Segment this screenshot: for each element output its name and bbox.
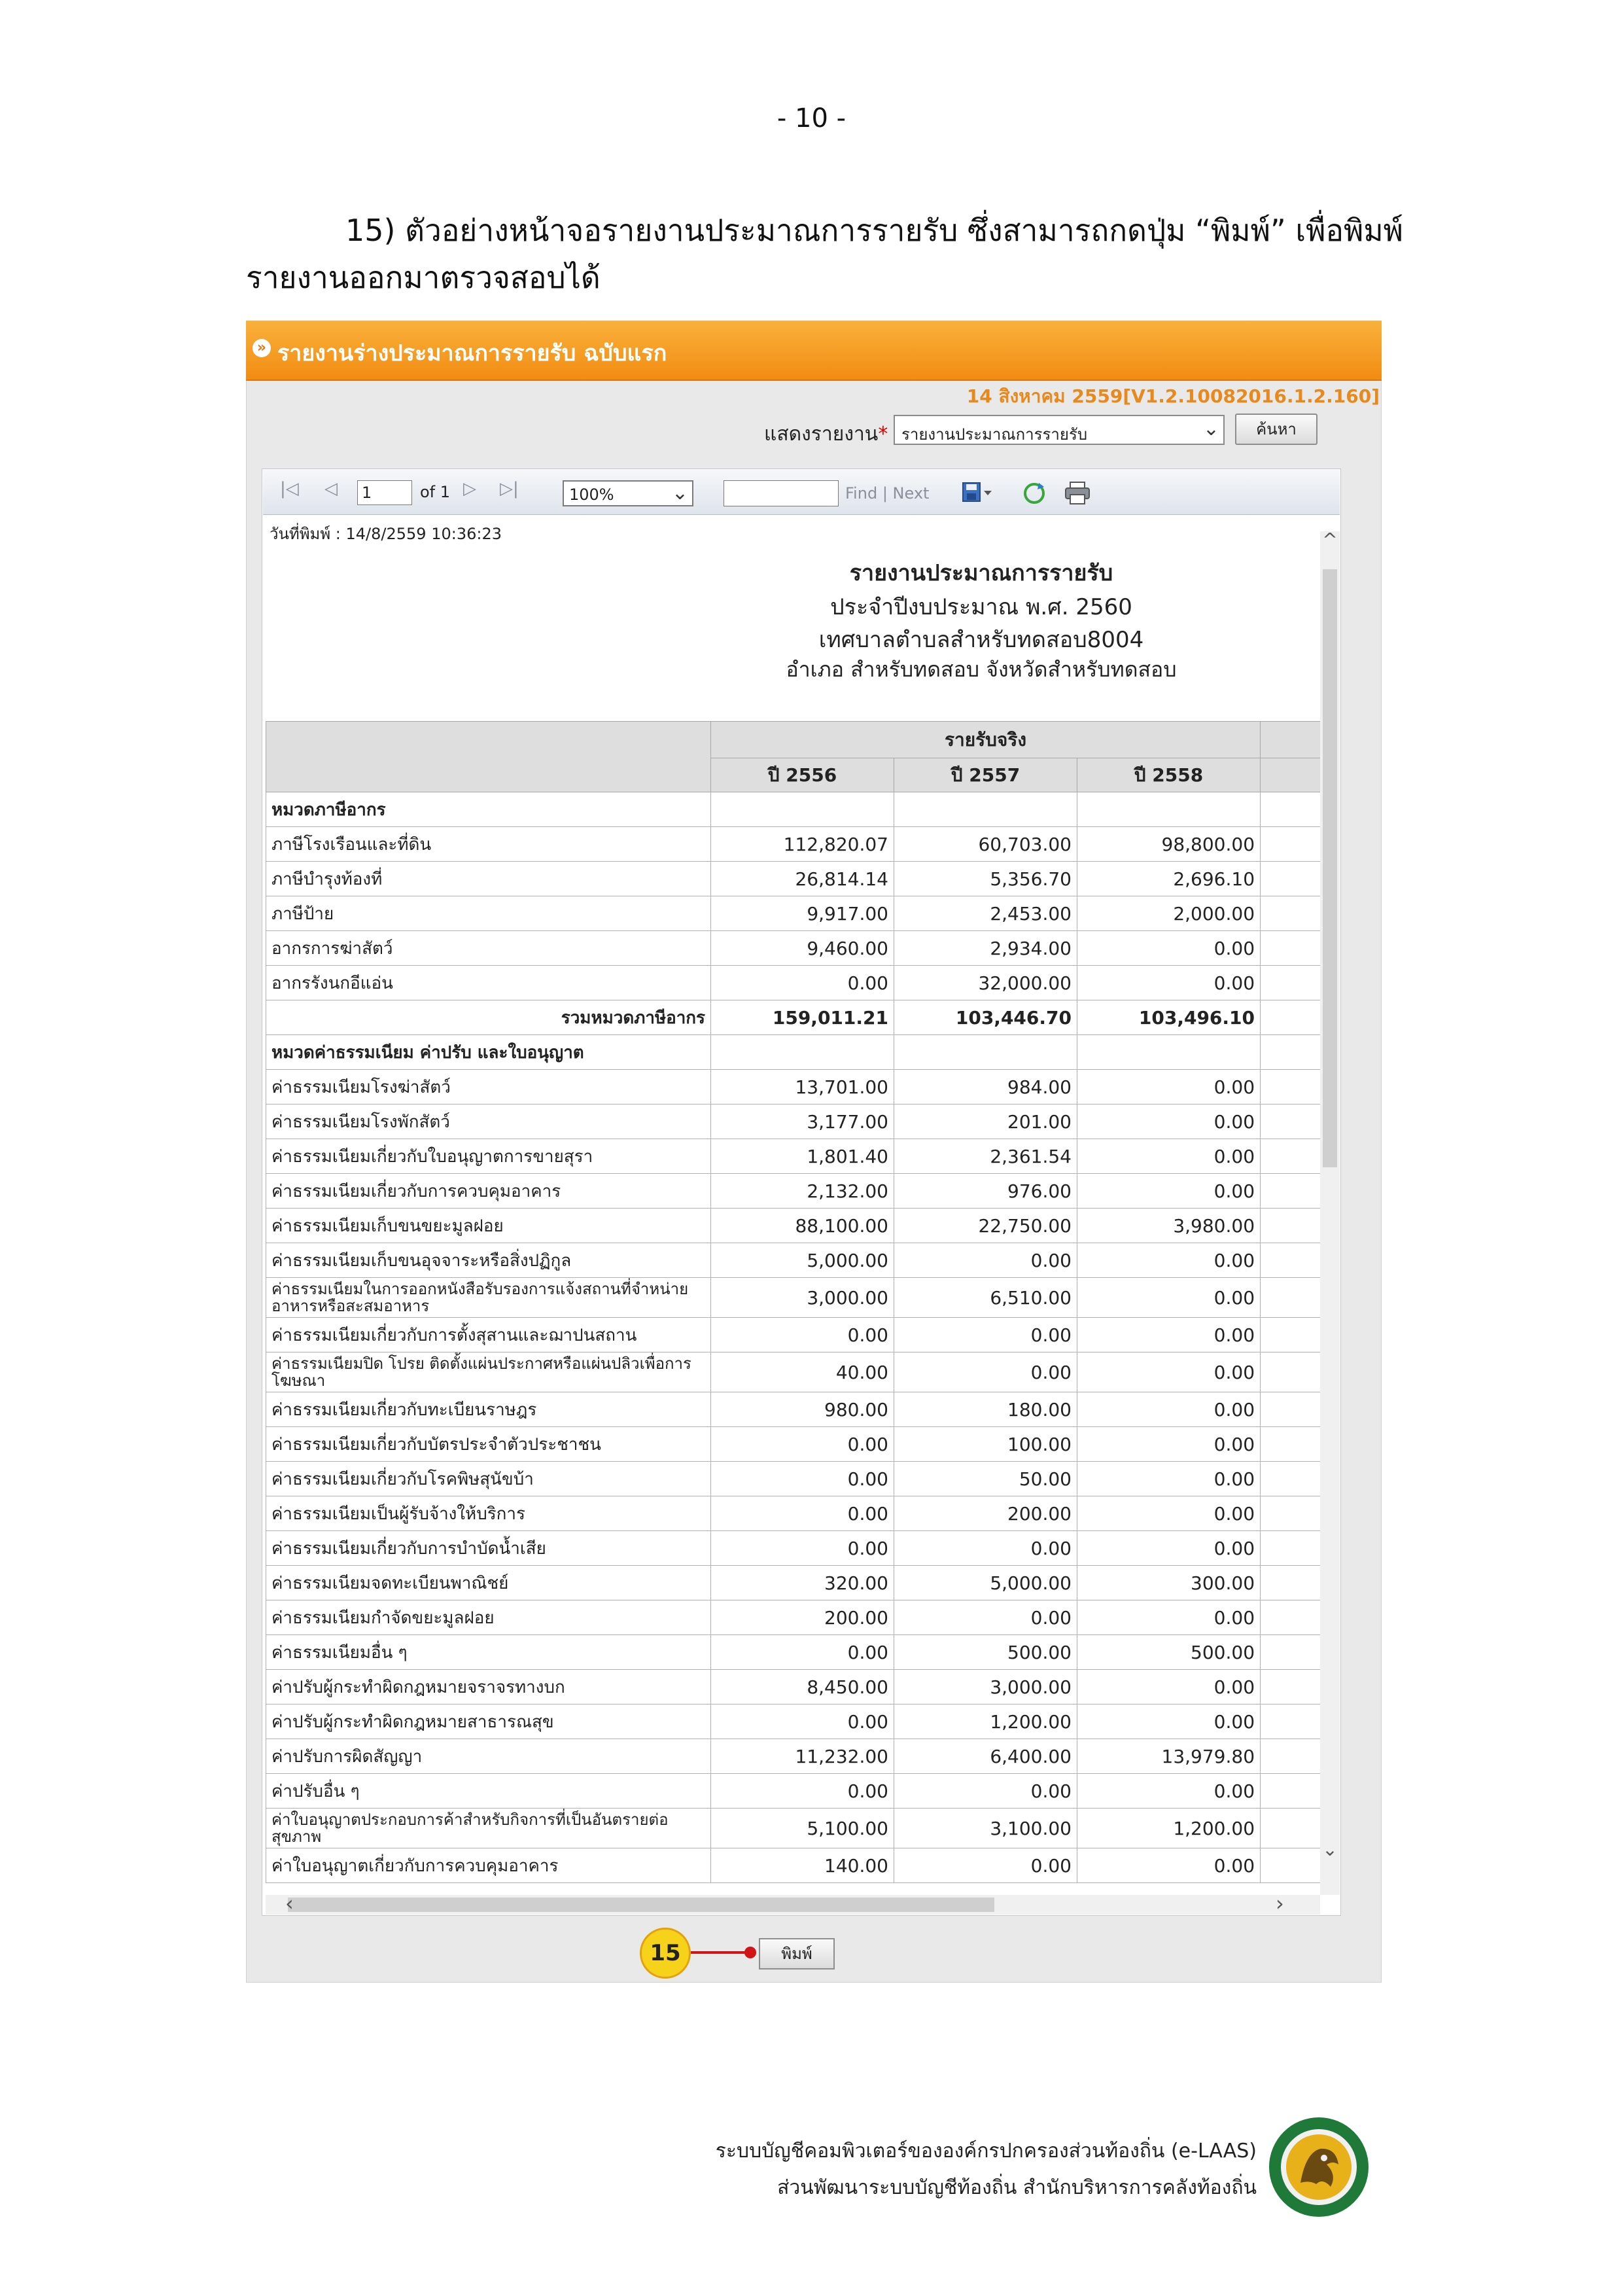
table-row	[266, 1531, 1321, 1566]
table-row	[266, 1635, 1321, 1670]
row-spacer	[1261, 1462, 1320, 1496]
row-value	[711, 792, 894, 827]
bullet-icon: »	[253, 339, 271, 357]
row-spacer	[1261, 966, 1320, 1000]
row-value: 984.00	[894, 1070, 1077, 1104]
table-row	[266, 1174, 1321, 1209]
row-value: 3,177.00	[711, 1104, 894, 1139]
row-value: 6,400.00	[894, 1739, 1077, 1774]
table-row	[266, 862, 1321, 896]
row-label: ค่าธรรมเนียมเกี่ยวกับบัตรประจำตัวประชาชน	[266, 1427, 711, 1462]
next-page-icon[interactable]: ▷	[463, 479, 476, 499]
row-value: 26,814.14	[711, 862, 894, 896]
page-count-label: of 1	[420, 483, 451, 501]
row-spacer	[1261, 1670, 1320, 1704]
row-value: 5,000.00	[894, 1566, 1077, 1600]
row-value: 0.00	[1077, 1278, 1261, 1318]
row-value: 0.00	[711, 1318, 894, 1352]
row-value: 9,460.00	[711, 931, 894, 966]
row-label: หมวดภาษีอากร	[266, 792, 711, 827]
table-row	[266, 966, 1321, 1000]
row-value: 103,446.70	[894, 1000, 1077, 1035]
table-row	[266, 1462, 1321, 1496]
scroll-down-icon[interactable]: ⌄	[1322, 1839, 1338, 1860]
report-select-value: รายงานประมาณการรายรับ	[901, 425, 1088, 444]
row-value: 0.00	[1077, 1318, 1261, 1352]
row-label: อากรการฆ่าสัตว์	[266, 931, 711, 966]
footer-line-1: ระบบบัญชีคอมพิวเตอร์ขององค์กรปกครองส่วนท้องถิ่น (e-LAAS)	[715, 2140, 1257, 2163]
row-spacer	[1261, 1035, 1320, 1070]
row-value: 50.00	[894, 1462, 1077, 1496]
row-label: ค่าปรับการผิดสัญญา	[266, 1739, 711, 1774]
window-title: รายงานร่างประมาณการรายรับ ฉบับแรก	[277, 340, 667, 366]
report-rows	[266, 792, 1321, 1883]
table-row	[266, 1139, 1321, 1174]
row-spacer	[1261, 1635, 1320, 1670]
table-row	[266, 1243, 1321, 1278]
row-label: ค่าธรรมเนียมเกี่ยวกับใบอนุญาตการขายสุรา	[266, 1139, 711, 1174]
row-value: 1,200.00	[1077, 1809, 1261, 1848]
zoom-value: 100%	[569, 486, 614, 504]
row-value: 8,450.00	[711, 1670, 894, 1704]
row-value: 0.00	[1077, 1392, 1261, 1427]
row-value: 980.00	[711, 1392, 894, 1427]
row-spacer	[1261, 792, 1320, 827]
category-row	[266, 1035, 1321, 1070]
row-value: 88,100.00	[711, 1209, 894, 1243]
table-row	[266, 1848, 1321, 1883]
table-row	[266, 1070, 1321, 1104]
report-label-text: แสดงรายงาน	[764, 423, 879, 446]
row-value: 0.00	[711, 1704, 894, 1739]
row-value: 98,800.00	[1077, 827, 1261, 862]
row-spacer	[1261, 1070, 1320, 1104]
row-label: ค่าธรรมเนียมกำจัดขยะมูลฝอย	[266, 1600, 711, 1635]
row-label: ค่าธรรมเนียมเกี่ยวกับการบำบัดน้ำเสีย	[266, 1531, 711, 1566]
row-spacer	[1261, 1809, 1320, 1848]
zoom-select[interactable]	[563, 480, 693, 506]
row-value: 159,011.21	[711, 1000, 894, 1035]
row-label: ค่าธรรมเนียมเกี่ยวกับการตั้งสุสานและฌาปนสถาน	[266, 1318, 711, 1352]
row-value: 2,361.54	[894, 1139, 1077, 1174]
department-emblem-icon	[1266, 2115, 1371, 2219]
row-label: ค่าธรรมเนียมอื่น ๆ	[266, 1635, 711, 1670]
row-spacer	[1261, 827, 1320, 862]
row-label: ค่าใบอนุญาตประกอบการค้าสำหรับกิจการที่เป็นอันตรายต่อสุขภาพ	[266, 1809, 711, 1848]
row-value: 0.00	[1077, 1496, 1261, 1531]
row-spacer	[1261, 1209, 1320, 1243]
row-value: 200.00	[894, 1496, 1077, 1531]
row-spacer	[1261, 1318, 1320, 1352]
table-row	[266, 1496, 1321, 1531]
row-spacer	[1261, 862, 1320, 896]
step-callout: 15	[640, 1928, 691, 1979]
table-row	[266, 1566, 1321, 1600]
row-spacer	[1261, 1278, 1320, 1318]
callout-dot	[744, 1947, 756, 1958]
row-value: 0.00	[1077, 1774, 1261, 1809]
row-value: 0.00	[711, 1635, 894, 1670]
row-spacer	[1261, 1174, 1320, 1209]
row-spacer	[1261, 1704, 1320, 1739]
row-value: 6,510.00	[894, 1278, 1077, 1318]
row-value: 0.00	[1077, 1670, 1261, 1704]
row-spacer	[1261, 1139, 1320, 1174]
row-value: 180.00	[894, 1392, 1077, 1427]
row-label: ภาษีโรงเรือนและที่ดิน	[266, 827, 711, 862]
find-next-links	[845, 484, 929, 503]
row-value: 0.00	[894, 1352, 1077, 1392]
row-value	[1077, 792, 1261, 827]
row-label: ค่าธรรมเนียมโรงฆ่าสัตว์	[266, 1070, 711, 1104]
row-value: 60,703.00	[894, 827, 1077, 862]
row-value: 0.00	[1077, 1243, 1261, 1278]
spacer-header	[1261, 722, 1320, 758]
vertical-scroll-thumb[interactable]	[1323, 569, 1337, 1167]
row-label: ค่าปรับอื่น ๆ	[266, 1774, 711, 1809]
table-row	[266, 1427, 1321, 1462]
row-value: 0.00	[1077, 1848, 1261, 1883]
group-header: รายรับจริง	[711, 722, 1261, 758]
row-value: 9,917.00	[711, 896, 894, 931]
table-row	[266, 1392, 1321, 1427]
row-label: ค่าธรรมเนียมปิด โปรย ติดตั้งแผ่นประกาศหรือแผ่นปลิวเพื่อการโฆษณา	[266, 1352, 711, 1392]
row-value: 0.00	[1077, 1600, 1261, 1635]
chevron-down-icon: ⌄	[671, 482, 688, 504]
row-spacer	[1261, 1243, 1320, 1278]
report-select-label	[764, 419, 888, 450]
row-value: 2,696.10	[1077, 862, 1261, 896]
row-label: ค่าธรรมเนียมโรงพักสัตว์	[266, 1104, 711, 1139]
last-page-icon[interactable]: ▷|	[500, 479, 519, 499]
row-value: 500.00	[894, 1635, 1077, 1670]
print-date: วันที่พิมพ์ : 14/8/2559 10:36:23	[270, 525, 502, 543]
find-input[interactable]	[724, 480, 839, 506]
row-value: 0.00	[1077, 966, 1261, 1000]
row-value: 300.00	[1077, 1566, 1261, 1600]
report-select[interactable]	[894, 415, 1225, 445]
row-value: 0.00	[1077, 1139, 1261, 1174]
year-header: ปี 2556	[711, 758, 894, 792]
report-location: อำเภอ สำหรับทดสอบ จังหวัดสำหรับทดสอบ	[786, 657, 1177, 682]
page-number-input[interactable]: 1	[357, 480, 412, 505]
row-label: ค่าธรรมเนียมเป็นผู้รับจ้างให้บริการ	[266, 1496, 711, 1531]
row-value: 22,750.00	[894, 1209, 1077, 1243]
row-spacer	[1261, 931, 1320, 966]
table-row	[266, 1739, 1321, 1774]
row-value: 320.00	[711, 1566, 894, 1600]
table-row	[266, 896, 1321, 931]
scroll-right-icon[interactable]: ›	[1276, 1891, 1284, 1916]
row-value: 0.00	[894, 1531, 1077, 1566]
table-row	[266, 1352, 1321, 1392]
row-label: ค่าปรับผู้กระทำผิดกฎหมายสาธารณสุข	[266, 1704, 711, 1739]
export-icon[interactable]	[962, 480, 994, 506]
row-value: 201.00	[894, 1104, 1077, 1139]
scroll-up-icon[interactable]: ^	[1322, 529, 1338, 550]
refresh-icon[interactable]	[1022, 480, 1048, 506]
print-icon[interactable]	[1064, 480, 1092, 506]
table-row	[266, 1774, 1321, 1809]
row-value: 0.00	[711, 966, 894, 1000]
row-value: 0.00	[1077, 1174, 1261, 1209]
row-label: รวมหมวดภาษีอากร	[266, 1000, 711, 1035]
row-value: 0.00	[711, 1774, 894, 1809]
table-row	[266, 1809, 1321, 1848]
row-value: 0.00	[1077, 1104, 1261, 1139]
row-value: 2,934.00	[894, 931, 1077, 966]
row-value: 2,132.00	[711, 1174, 894, 1209]
row-label: ค่าธรรมเนียมเก็บขนอุจจาระหรือสิ่งปฏิกูล	[266, 1243, 711, 1278]
window-titlebar	[246, 321, 1382, 381]
row-value: 0.00	[1077, 1352, 1261, 1392]
report-fiscal-year: ประจำปีงบประมาณ พ.ศ. 2560	[830, 594, 1132, 620]
row-value: 1,200.00	[894, 1704, 1077, 1739]
report-title: รายงานประมาณการรายรับ	[849, 560, 1113, 586]
row-value: 0.00	[1077, 1531, 1261, 1566]
row-value: 112,820.07	[711, 827, 894, 862]
row-spacer	[1261, 1600, 1320, 1635]
table-row	[266, 1704, 1321, 1739]
row-value: 0.00	[711, 1427, 894, 1462]
row-value: 5,100.00	[711, 1809, 894, 1848]
row-value: 0.00	[894, 1848, 1077, 1883]
row-spacer	[1261, 896, 1320, 931]
row-value: 0.00	[1077, 1427, 1261, 1462]
row-value: 5,356.70	[894, 862, 1077, 896]
table-row	[266, 1278, 1321, 1318]
row-spacer	[1261, 1427, 1320, 1462]
row-value	[711, 1035, 894, 1070]
next-link[interactable]: Next	[892, 484, 930, 503]
row-value: 0.00	[711, 1462, 894, 1496]
page-number: - 10 -	[777, 103, 846, 133]
row-label: ค่าปรับผู้กระทำผิดกฎหมายจราจรทางบก	[266, 1670, 711, 1704]
row-label: ค่าธรรมเนียมในการออกหนังสือรับรองการแจ้งสถานที่จำหน่ายอาหารหรือสะสมอาหาร	[266, 1278, 711, 1318]
report-table-area	[266, 721, 1320, 1894]
row-value: 2,000.00	[1077, 896, 1261, 931]
total-row	[266, 1000, 1321, 1035]
first-page-icon[interactable]: |◁	[280, 479, 299, 499]
row-spacer	[1261, 1774, 1320, 1809]
row-spacer	[1261, 1104, 1320, 1139]
spacer-header	[1261, 758, 1320, 792]
required-mark: *	[878, 423, 888, 446]
row-value: 13,979.80	[1077, 1739, 1261, 1774]
print-button[interactable]: พิมพ์	[759, 1938, 835, 1969]
row-value: 500.00	[1077, 1635, 1261, 1670]
row-label: ค่าธรรมเนียมเกี่ยวกับทะเบียนราษฎร	[266, 1392, 711, 1427]
table-row	[266, 1318, 1321, 1352]
report-organization: เทศบาลตำบลสำหรับทดสอบ8004	[818, 627, 1144, 653]
row-value	[1077, 1035, 1261, 1070]
row-label: ค่าธรรมเนียมเกี่ยวกับการควบคุมอาคาร	[266, 1174, 711, 1209]
find-separator: |	[882, 484, 888, 503]
row-value: 1,801.40	[711, 1139, 894, 1174]
category-row	[266, 792, 1321, 827]
row-label: ภาษีบำรุงท้องที่	[266, 862, 711, 896]
row-value: 0.00	[894, 1318, 1077, 1352]
row-value: 0.00	[894, 1600, 1077, 1635]
row-value: 3,100.00	[894, 1809, 1077, 1848]
chevron-down-icon: ⌄	[1202, 417, 1219, 440]
revenue-table	[266, 721, 1320, 1883]
table-row	[266, 1600, 1321, 1635]
table-row	[266, 931, 1321, 966]
table-row	[266, 827, 1321, 862]
row-value: 40.00	[711, 1352, 894, 1392]
find-link[interactable]: Find	[845, 484, 878, 503]
version-text: 14 สิงหาคม 2559[V1.2.10082016.1.2.160]	[966, 385, 1380, 407]
row-value: 3,000.00	[711, 1278, 894, 1318]
row-value: 3,000.00	[894, 1670, 1077, 1704]
year-header: ปี 2557	[894, 758, 1077, 792]
table-row	[266, 1209, 1321, 1243]
row-value: 0.00	[1077, 1462, 1261, 1496]
row-value: 3,980.00	[1077, 1209, 1261, 1243]
row-value: 0.00	[1077, 931, 1261, 966]
row-value: 0.00	[894, 1243, 1077, 1278]
row-label: ค่าใบอนุญาตเกี่ยวกับการควบคุมอาคาร	[266, 1848, 711, 1883]
row-value	[894, 792, 1077, 827]
row-value	[894, 1035, 1077, 1070]
row-value: 0.00	[1077, 1704, 1261, 1739]
row-label: ค่าธรรมเนียมจดทะเบียนพาณิชย์	[266, 1566, 711, 1600]
row-value: 2,453.00	[894, 896, 1077, 931]
row-spacer	[1261, 1496, 1320, 1531]
row-value: 200.00	[711, 1600, 894, 1635]
intro-line-2: รายงานออกมาตรวจสอบได้	[246, 260, 601, 295]
row-value: 100.00	[894, 1427, 1077, 1462]
row-spacer	[1261, 1392, 1320, 1427]
search-button[interactable]: ค้นหา	[1235, 414, 1318, 445]
horizontal-scroll-thumb[interactable]	[288, 1898, 994, 1912]
row-value: 5,000.00	[711, 1243, 894, 1278]
row-spacer	[1261, 1848, 1320, 1883]
table-row	[266, 1104, 1321, 1139]
row-spacer	[1261, 1352, 1320, 1392]
row-value: 0.00	[894, 1774, 1077, 1809]
row-label: ภาษีป้าย	[266, 896, 711, 931]
row-value: 103,496.10	[1077, 1000, 1261, 1035]
row-label: ค่าธรรมเนียมเกี่ยวกับโรคพิษสุนัขบ้า	[266, 1462, 711, 1496]
footer-line-2: ส่วนพัฒนาระบบบัญชีท้องถิ่น สำนักบริหารการคลังท้องถิ่น	[777, 2176, 1257, 2199]
row-label: ค่าธรรมเนียมเก็บขนขยะมูลฝอย	[266, 1209, 711, 1243]
row-value: 140.00	[711, 1848, 894, 1883]
year-header: ปี 2558	[1077, 758, 1261, 792]
prev-page-icon[interactable]: ◁	[324, 479, 338, 499]
row-value: 32,000.00	[894, 966, 1077, 1000]
table-row	[266, 1670, 1321, 1704]
row-spacer	[1261, 1739, 1320, 1774]
callout-line	[691, 1951, 750, 1954]
row-spacer	[1261, 1531, 1320, 1566]
row-value: 0.00	[711, 1496, 894, 1531]
row-value: 13,701.00	[711, 1070, 894, 1104]
label-header	[266, 722, 711, 792]
intro-line-1: 15) ตัวอย่างหน้าจอรายงานประมาณการรายรับ ซึ่งสามารถกดปุ่ม “พิมพ์” เพื่อพิมพ์	[345, 213, 1403, 248]
row-value: 0.00	[711, 1531, 894, 1566]
row-spacer	[1261, 1566, 1320, 1600]
row-value: 976.00	[894, 1174, 1077, 1209]
row-value: 11,232.00	[711, 1739, 894, 1774]
row-label: หมวดค่าธรรมเนียม ค่าปรับ และใบอนุญาต	[266, 1035, 711, 1070]
scroll-left-icon[interactable]: ‹	[285, 1891, 294, 1916]
row-value: 0.00	[1077, 1070, 1261, 1104]
row-label: อากรรังนกอีแอ่น	[266, 966, 711, 1000]
row-spacer	[1261, 1000, 1320, 1035]
